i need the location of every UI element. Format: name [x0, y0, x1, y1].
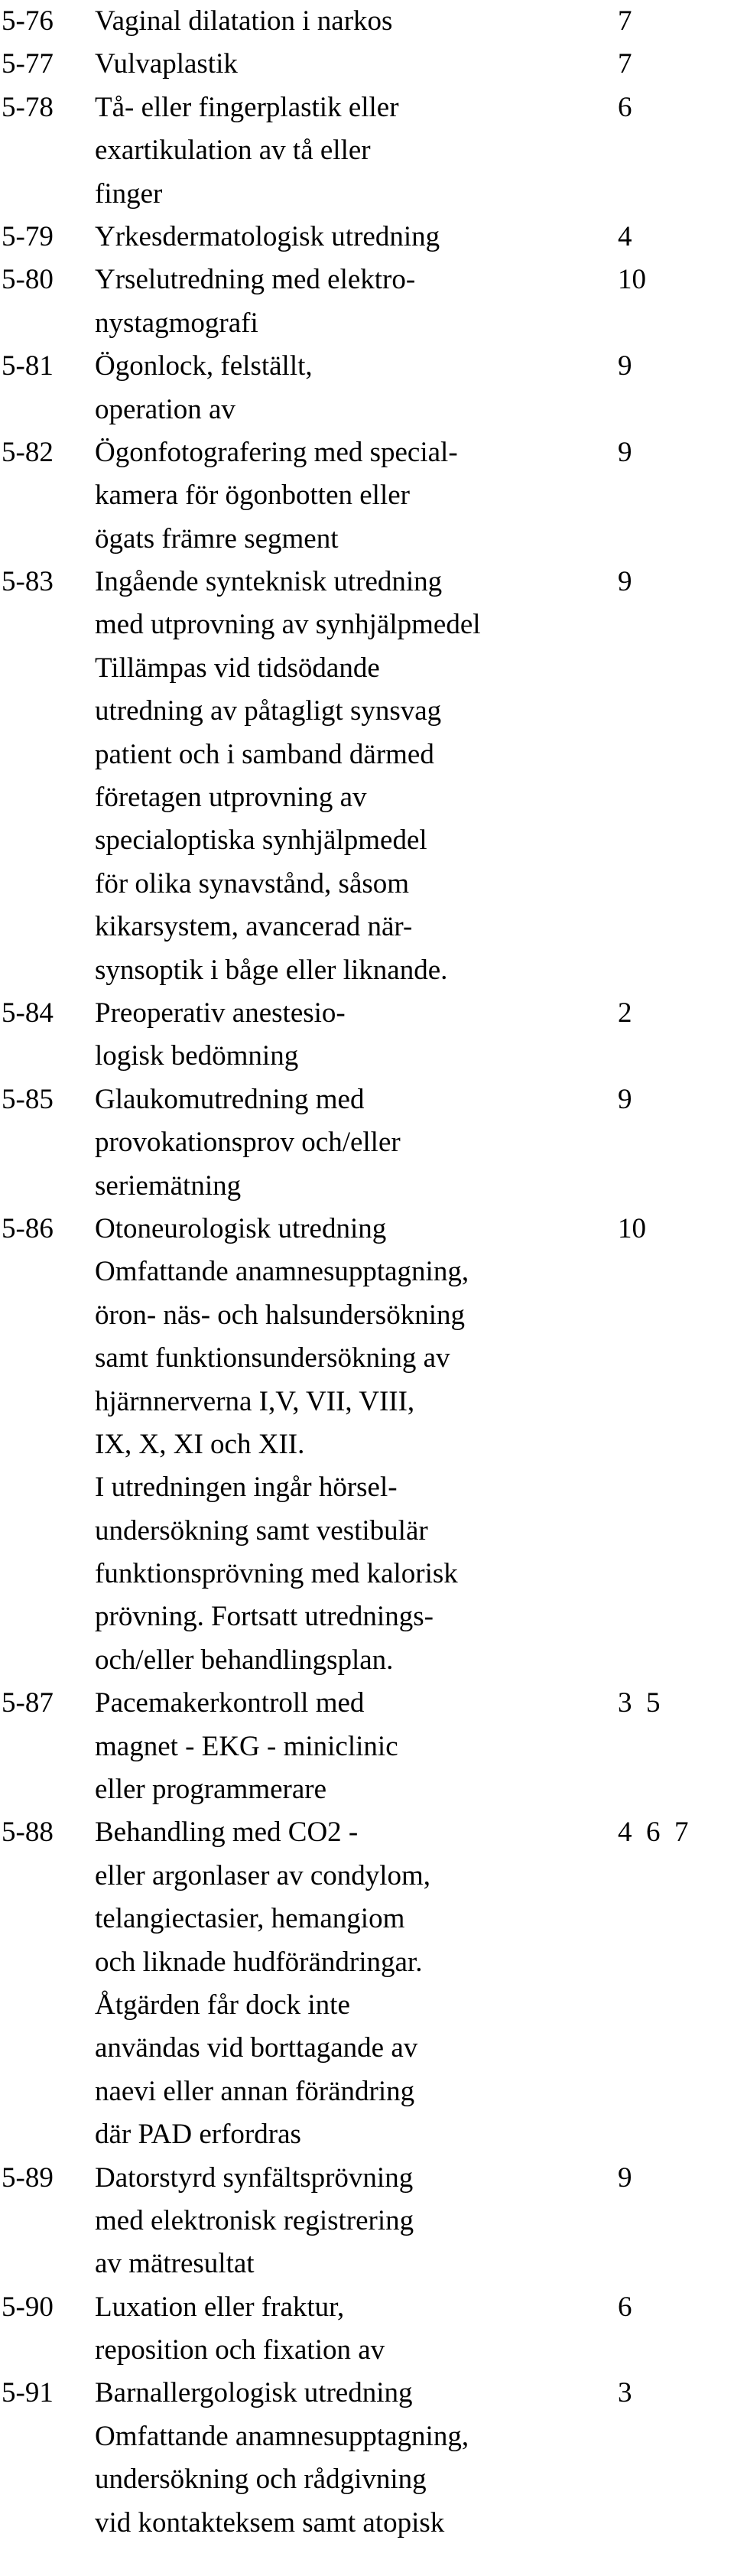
procedure-points: 9 — [618, 2161, 632, 2194]
procedure-description-line: undersökning och rådgivning — [95, 2464, 427, 2496]
procedure-description-line: Luxation eller fraktur, — [95, 2291, 345, 2323]
procedure-description-line: eller argonlaser av condylom, — [95, 1859, 431, 1891]
procedure-code: 5-78 — [2, 91, 54, 123]
procedure-description-line: med utprovning av synhjälpmedel — [95, 609, 481, 641]
procedure-description-line: Pacemakerkontroll med — [95, 1687, 365, 1719]
entry-line — [0, 561, 734, 603]
procedure-description-line: Glaukomutredning med — [95, 1083, 365, 1115]
procedure-description-line: Datorstyrd synfältsprövning — [95, 2161, 414, 2194]
procedure-description-line: där PAD erfordras — [95, 2119, 301, 2151]
procedure-points: 3 — [618, 2377, 632, 2409]
entry-line — [0, 216, 734, 259]
entry-line — [0, 1768, 734, 1811]
procedure-points: 6 — [618, 2291, 632, 2323]
procedure-code: 5-79 — [2, 220, 54, 252]
procedure-points: 4 — [618, 220, 632, 252]
procedure-description-line: Vulvaplastik — [95, 48, 238, 80]
procedure-description-line: operation av — [95, 393, 235, 425]
procedure-entry — [0, 1811, 734, 2156]
entry-line — [0, 302, 734, 345]
procedure-entry — [0, 2286, 734, 2373]
procedure-description-line: logisk bedömning — [95, 1040, 299, 1072]
entry-line — [0, 0, 734, 43]
procedure-description-line: Åtgärden får dock inte — [95, 1989, 350, 2021]
procedure-description-line: exartikulation av tå eller — [95, 135, 371, 167]
entry-line — [0, 2243, 734, 2285]
entry-line — [0, 345, 734, 388]
procedure-description-line: undersökning samt vestibulär — [95, 1514, 428, 1547]
procedure-description-line: utredning av påtagligt synsvag — [95, 695, 442, 727]
procedure-description-line: eller programmerare — [95, 1774, 327, 1806]
entry-line — [0, 1381, 734, 1423]
entry-line — [0, 1941, 734, 1984]
entry-line — [0, 2027, 734, 2070]
procedure-description-line: telangiectasier, hemangiom — [95, 1903, 405, 1935]
procedure-description-line: Omfattande anamnesupptagning, — [95, 1256, 469, 1288]
procedure-code: 5-80 — [2, 264, 54, 296]
procedure-description-line: Yrselutredning med elektro- — [95, 264, 416, 296]
procedure-description-line: Ögonlock, felställt, — [95, 350, 313, 382]
entry-line — [0, 819, 734, 862]
procedure-code: 5-88 — [2, 1817, 54, 1849]
entry-line — [0, 1898, 734, 1940]
procedure-description-line: specialoptiska synhjälpmedel — [95, 825, 427, 857]
entry-line — [0, 1595, 734, 1638]
entry-line — [0, 173, 734, 216]
procedure-entry — [0, 259, 734, 345]
entry-line — [0, 1251, 734, 1293]
entry-line — [0, 1078, 734, 1121]
procedure-entry — [0, 2157, 734, 2286]
procedure-description-line: funktionsprövning med kalorisk — [95, 1558, 458, 1590]
entry-line — [0, 2157, 734, 2200]
procedure-code: 5-81 — [2, 350, 54, 382]
entry-line — [0, 1811, 734, 1854]
procedure-description-line: reposition och fixation av — [95, 2334, 385, 2366]
procedure-entry — [0, 43, 734, 86]
entry-line — [0, 1208, 734, 1251]
entry-line — [0, 2458, 734, 2501]
entry-line — [0, 863, 734, 906]
entry-line — [0, 2113, 734, 2156]
entry-line — [0, 1682, 734, 1725]
procedure-entry — [0, 0, 734, 43]
procedure-description-line: Behandling med CO2 - — [95, 1817, 359, 1849]
procedure-code: 5-84 — [2, 997, 54, 1029]
entry-line — [0, 1165, 734, 1208]
entry-line — [0, 2070, 734, 2113]
procedure-description-line: Ingående synteknisk utredning — [95, 566, 443, 598]
entry-line — [0, 906, 734, 948]
procedure-points: 3 5 — [618, 1687, 661, 1719]
procedure-description-line: öron- näs- och halsundersökning — [95, 1299, 465, 1331]
entry-line — [0, 1984, 734, 2027]
entry-line — [0, 1337, 734, 1380]
entry-line — [0, 129, 734, 172]
entry-line — [0, 647, 734, 690]
procedure-entry — [0, 561, 734, 992]
procedure-description-line: samt funktionsundersökning av — [95, 1342, 450, 1374]
procedure-description-line: provokationsprov och/eller — [95, 1127, 401, 1159]
procedure-code: 5-86 — [2, 1212, 54, 1244]
entry-line — [0, 259, 734, 301]
procedure-description-line: Omfattande anamnesupptagning, — [95, 2420, 469, 2452]
procedure-entry — [0, 2372, 734, 2545]
entry-line — [0, 1423, 734, 1466]
procedure-description-line: vid kontakteksem samt atopisk — [95, 2506, 445, 2539]
procedure-description-line: magnet - EKG - miniclinic — [95, 1730, 398, 1762]
entry-line — [0, 2372, 734, 2415]
procedure-entry — [0, 1682, 734, 1811]
procedure-description-line: finger — [95, 177, 163, 210]
procedure-code: 5-76 — [2, 5, 54, 37]
procedure-code: 5-87 — [2, 1687, 54, 1719]
procedure-description-line: kikarsystem, avancerad när- — [95, 911, 413, 943]
procedure-entry — [0, 1208, 734, 1682]
procedure-description-line: företagen utprovning av — [95, 782, 367, 814]
procedure-code: 5-77 — [2, 48, 54, 80]
procedure-points: 10 — [618, 264, 646, 296]
procedure-description-line: nystagmografi — [95, 307, 258, 339]
entry-line — [0, 1466, 734, 1509]
procedure-description-line: för olika synavstånd, såsom — [95, 867, 410, 899]
procedure-code: 5-91 — [2, 2377, 54, 2409]
entry-line — [0, 518, 734, 561]
procedure-description-line: användas vid borttagande av — [95, 2032, 418, 2064]
procedure-points: 4 6 7 — [618, 1817, 689, 1849]
entry-line — [0, 2286, 734, 2329]
entry-line — [0, 2502, 734, 2545]
procedure-points: 7 — [618, 48, 632, 80]
procedure-description-line: patient och i samband därmed — [95, 738, 434, 770]
procedure-entry — [0, 992, 734, 1078]
procedure-entry — [0, 431, 734, 561]
entry-line — [0, 992, 734, 1035]
entry-line — [0, 690, 734, 733]
entry-line — [0, 431, 734, 474]
procedure-code: 5-82 — [2, 436, 54, 468]
procedure-description-line: Vaginal dilatation i narkos — [95, 5, 393, 37]
entry-line — [0, 389, 734, 431]
procedure-description-line: av mätresultat — [95, 2248, 255, 2280]
procedure-description-line: Ögonfotografering med special- — [95, 436, 458, 468]
entry-line — [0, 603, 734, 646]
entry-line — [0, 1035, 734, 1078]
procedure-entry — [0, 216, 734, 259]
procedure-points: 9 — [618, 1083, 632, 1115]
procedure-points: 6 — [618, 91, 632, 123]
entry-line — [0, 733, 734, 776]
procedure-description-line: med elektronisk registrering — [95, 2204, 414, 2236]
procedure-code: 5-85 — [2, 1083, 54, 1115]
procedure-points: 9 — [618, 350, 632, 382]
entry-line — [0, 1510, 734, 1553]
entry-line — [0, 474, 734, 517]
procedure-description-line: Tå- eller fingerplastik eller — [95, 91, 399, 123]
procedure-description-line: ögats främre segment — [95, 522, 339, 555]
entry-line — [0, 949, 734, 992]
procedure-description-line: kamera för ögonbotten eller — [95, 480, 410, 512]
procedure-entry — [0, 345, 734, 431]
entry-line — [0, 2200, 734, 2243]
entry-line — [0, 1121, 734, 1164]
procedure-points: 7 — [618, 5, 632, 37]
procedure-description-line: seriemätning — [95, 1169, 242, 1202]
procedure-description-line: I utredningen ingår hörsel- — [95, 1472, 398, 1504]
procedure-description-line: Yrkesdermatologisk utredning — [95, 220, 440, 252]
procedure-description-line: hjärnnerverna I,V, VII, VIII, — [95, 1385, 415, 1417]
entry-line — [0, 1553, 734, 1595]
entry-line — [0, 2415, 734, 2458]
procedure-points: 10 — [618, 1212, 646, 1244]
procedure-code: 5-90 — [2, 2291, 54, 2323]
procedure-description-line: Barnallergologisk utredning — [95, 2377, 413, 2409]
entry-line — [0, 86, 734, 129]
procedure-description-line: och/eller behandlingsplan. — [95, 1644, 394, 1676]
procedure-code: 5-89 — [2, 2161, 54, 2194]
procedure-entry — [0, 86, 734, 216]
procedure-code: 5-83 — [2, 566, 54, 598]
procedure-points: 9 — [618, 566, 632, 598]
procedure-description-line: och liknade hudförändringar. — [95, 1946, 423, 1978]
entry-line — [0, 776, 734, 819]
entry-line — [0, 1639, 734, 1682]
entry-line — [0, 1294, 734, 1337]
procedure-entry — [0, 1078, 734, 1208]
entry-line — [0, 43, 734, 86]
procedure-points: 9 — [618, 436, 632, 468]
entry-line — [0, 1725, 734, 1768]
procedure-description-line: Preoperativ anestesio- — [95, 997, 346, 1029]
procedure-description-line: prövning. Fortsatt utrednings- — [95, 1601, 434, 1633]
procedure-description-line: Otoneurologisk utredning — [95, 1212, 387, 1244]
procedure-description-line: IX, X, XI och XII. — [95, 1428, 305, 1460]
procedure-description-line: naevi eller annan förändring — [95, 2075, 415, 2107]
procedure-description-line: Tillämpas vid tidsödande — [95, 652, 380, 684]
entry-line — [0, 1855, 734, 1898]
entry-line — [0, 2329, 734, 2372]
procedure-description-line: synsoptik i båge eller liknande. — [95, 954, 448, 986]
procedure-points: 2 — [618, 997, 632, 1029]
